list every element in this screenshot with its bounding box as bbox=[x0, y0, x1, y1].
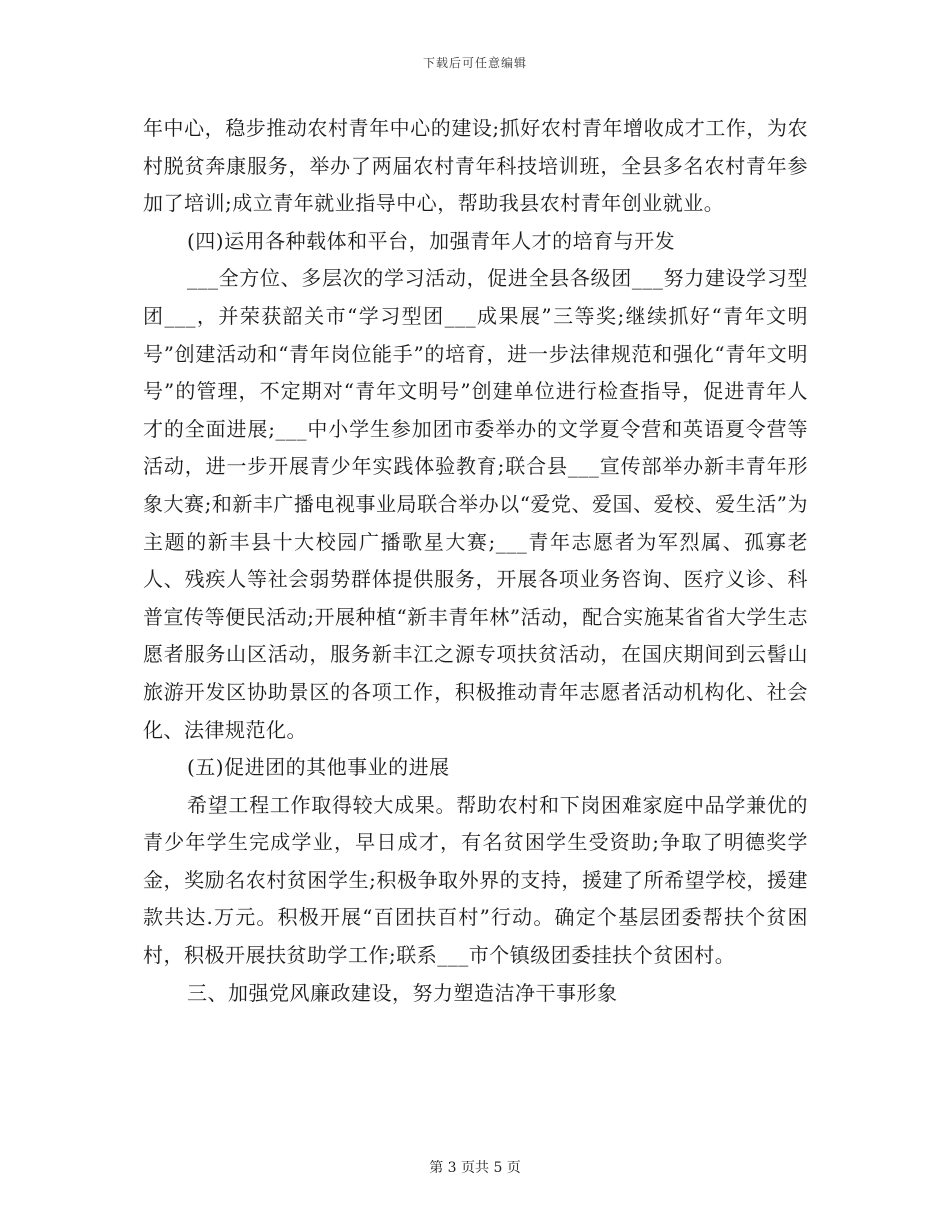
section-heading-four: (四)运用各种载体和平台，加强青年人才的培育与开发 bbox=[187, 228, 676, 253]
paragraph-hope-project: 希望工程工作取得较大成果。帮助农村和下岗困难家庭中品学兼优的青少年学生完成学业，早日成才，有名贫困学生受资助;争取了明德奖学金，奖励名农村贫困学生;积极争取外界的支持，援建了所希望学校，援建款共达.万元。积极开展“百团扶百村”行动。确定个基层团委帮扶个贫困村，积极开展扶贫助学工作;联系___市个镇级团委挂扶个贫困村。 bbox=[143, 792, 808, 968]
page-header-note: 下载后可任意编辑 bbox=[422, 56, 527, 70]
page-number: 第 3 页共 5 页 bbox=[429, 1160, 521, 1176]
section-heading-three: 三、加强党风廉政建设，努力塑造洁净干事形象 bbox=[187, 980, 618, 1005]
section-heading-five: (五)促进团的其他事业的进展 bbox=[187, 755, 450, 780]
paragraph-talent-development: ___全方位、多层次的学习活动，促进全县各级团___努力建设学习型团___，并荣获韶关市“学习型团___成果展”三等奖;继续抓好“青年文明号”创建活动和“青年岗位能手”的培育，进一步法律规范和强化“青年文明号”的管理，不定期对“青年文明号”创建单位进行检查指导，促进青年人才的全面进展;___中小学生参加团市委举办的文学夏令营和英语夏令营等活动，进一步开展青少年实践体验教育;联合县___宣传部举办新丰青年形象大赛;和新丰广播电视事业局联合举办以“爱党、爱国、爱校、爱生活”为主题的新丰县十大校园广播歌星大赛;___青年志愿者为军烈属、孤寡老人、残疾人等社会弱势群体提供服务，开展各项业务咨询、医疗义诊、科普宣传等便民活动;开展种植“新丰青年林”活动，配合实施某省省大学生志愿者服务山区活动，服务新丰江之源专项扶贫活动，在国庆期间到云髻山旅游开发区协助景区的各项工作，积极推动青年志愿者活动机构化、社会化、法律规范化。 bbox=[143, 266, 808, 742]
document-body bbox=[143, 110, 808, 1012]
paragraph-continuation: 年中心，稳步推动农村青年中心的建设;抓好农村青年增收成才工作，为农村脱贫奔康服务，举办了两届农村青年科技培训班，全县多名农村青年参加了培训;成立青年就业指导中心，帮助我县农村青年创业就业。 bbox=[143, 116, 808, 216]
